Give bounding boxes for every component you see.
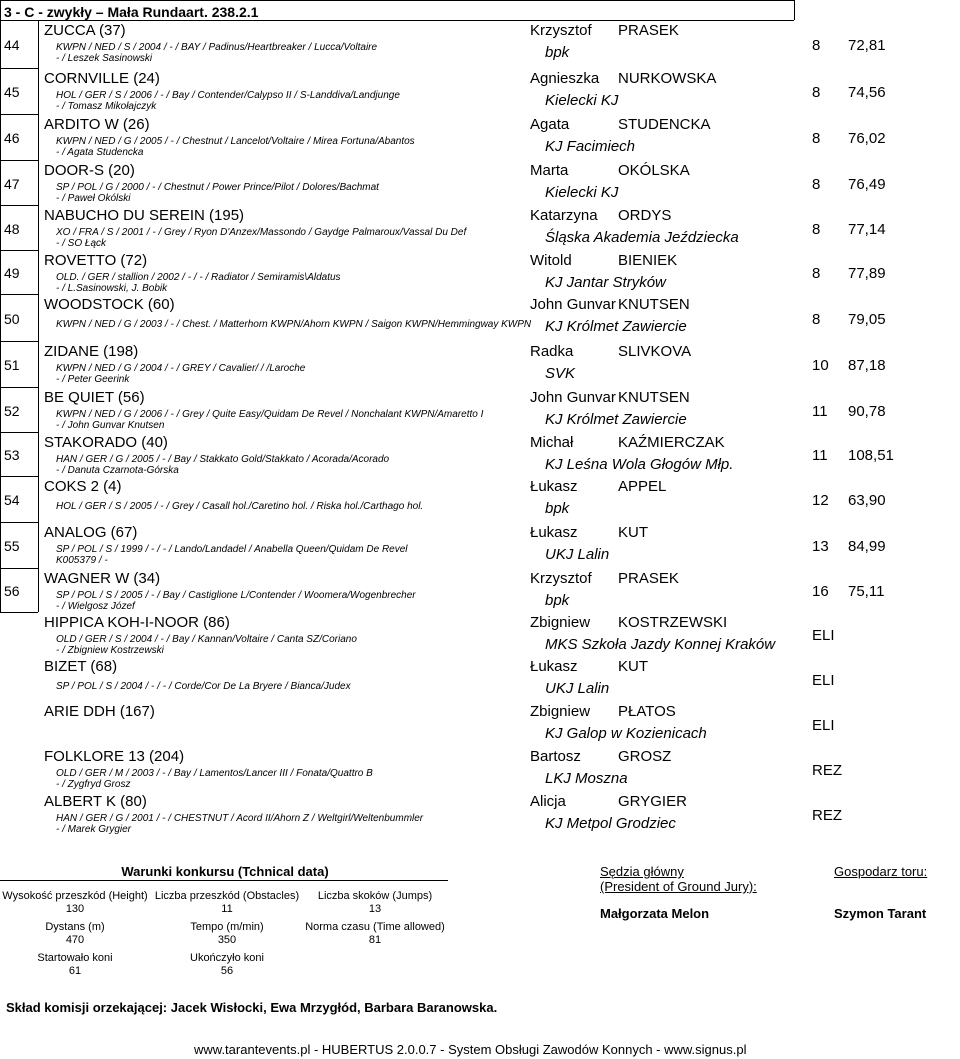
height-label: Wysokość przeszkód (Height) — [2, 890, 148, 902]
rider-first-name: Katarzyna — [530, 207, 598, 224]
result-row — [0, 524, 960, 570]
result-row — [0, 478, 960, 524]
rider-club: UKJ Lalin — [545, 680, 610, 697]
rider-first-name: Bartosz — [530, 748, 581, 765]
penalties: 8 — [812, 84, 821, 101]
row-number: 55 — [4, 538, 20, 554]
row-number: 48 — [4, 221, 20, 237]
conditions-title: Warunki konkursu (Tchnical data) — [121, 864, 329, 879]
time: 76,02 — [848, 130, 886, 147]
horse-name: ANALOG (67) — [44, 524, 138, 541]
rider-first-name: Krzysztof — [530, 22, 592, 39]
horse-name: CORNVILLE (24) — [44, 70, 160, 87]
rider-first-name: Łukasz — [530, 524, 578, 541]
rider-first-name: John Gunvar — [530, 389, 616, 406]
horse-owner: - / Paweł Okólski — [56, 193, 131, 204]
row-number: 46 — [4, 130, 20, 146]
tempo-label: Tempo (m/min) — [190, 921, 264, 933]
rider-club: KJ Facimiech — [545, 138, 636, 155]
row-divider — [0, 476, 38, 477]
horse-details: OLD / GER / S / 2004 / - / Bay / Kannan/Voltaire / Canta SZ/Coriano — [56, 634, 357, 645]
height-cell — [0, 890, 150, 916]
rider-first-name: John Gunvar — [530, 296, 616, 313]
horse-owner: K005379 / - — [56, 555, 108, 566]
row-divider — [0, 114, 38, 115]
horse-name: HIPPICA KOH-I-NOOR (86) — [44, 614, 230, 631]
result-row — [0, 296, 960, 343]
time-allowed-value: 81 — [368, 934, 382, 946]
horse-owner: - / L.Sasinowski, J. Bobik — [56, 283, 168, 294]
rider-last-name: KNUTSEN — [618, 296, 690, 313]
rider-club: bpk — [545, 44, 570, 61]
horse-details: SP / POL / S / 1999 / - / - / Lando/Landadel / Anabella Queen/Quidam De Revel — [56, 544, 408, 555]
rider-club: MKS Szkoła Jazdy Konnej Kraków — [545, 636, 776, 653]
time: 108,51 — [848, 447, 894, 464]
horse-details: HAN / GER / G / 2005 / - / Bay / Stakkato Gold/Stakkato / Acorada/Acorado — [56, 454, 390, 465]
horse-details: KWPN / NED / G / 2005 / - / Chestnut / Lancelot/Voltaire / Mirea Fortuna/Abantos — [56, 136, 415, 147]
row-divider — [0, 568, 38, 569]
judge-label — [600, 864, 757, 894]
horse-owner: - / Peter Geerink — [56, 374, 130, 385]
table-right-border — [794, 0, 795, 20]
rider-first-name: Agata — [530, 116, 570, 133]
rider-first-name: Agnieszka — [530, 70, 600, 87]
time: 87,18 — [848, 357, 886, 374]
row-number: 56 — [4, 583, 20, 599]
result-row — [0, 748, 960, 793]
rider-last-name: APPEL — [618, 478, 667, 495]
rider-club: Kielecki KJ — [545, 92, 619, 109]
result-row — [0, 252, 960, 296]
penalties: 11 — [812, 403, 828, 420]
tempo-value: 350 — [217, 934, 237, 946]
rider-first-name: Łukasz — [530, 658, 578, 675]
horse-owner: - / Tomasz Mikołajczyk — [56, 101, 157, 112]
table-top-border — [0, 0, 794, 1]
rider-last-name: KOSTRZEWSKI — [618, 614, 728, 631]
horse-owner: - / Zbigniew Kostrzewski — [56, 645, 164, 656]
rider-last-name: PŁATOS — [618, 703, 676, 720]
horse-owner: - / SO Łąck — [56, 238, 107, 249]
time: 84,99 — [848, 538, 886, 555]
rider-last-name: BIENIEK — [618, 252, 678, 269]
rider-first-name: Zbigniew — [530, 703, 591, 720]
rider-last-name: PRASEK — [618, 570, 679, 587]
result-row — [0, 570, 960, 614]
horse-details: KWPN / NED / G / 2004 / - / GREY / Cavalier/ / /Laroche — [56, 363, 306, 374]
jumps-label: Liczba skoków (Jumps) — [317, 890, 433, 902]
obstacles-value: 11 — [221, 903, 233, 915]
rider-club: bpk — [545, 592, 570, 609]
judge-label-line-2: (President of Ground Jury): — [600, 879, 757, 894]
penalties: 8 — [812, 176, 821, 193]
penalties: 10 — [812, 357, 829, 374]
result-row — [0, 614, 960, 658]
result-row — [0, 116, 960, 162]
penalties: 8 — [812, 130, 821, 147]
horse-name: BIZET (68) — [44, 658, 118, 675]
horse-name: DOOR-S (20) — [44, 162, 135, 179]
rider-last-name: STUDENCKA — [618, 116, 711, 133]
horse-name: WOODSTOCK (60) — [44, 296, 175, 313]
time: 72,81 — [848, 37, 886, 54]
rider-last-name: KNUTSEN — [618, 389, 690, 406]
penalties: REZ — [812, 762, 842, 779]
rider-club: Śląska Akademia Jeździecka — [545, 229, 739, 246]
started-value: 61 — [68, 965, 82, 977]
time: 74,56 — [848, 84, 886, 101]
rider-club: LKJ Moszna — [545, 770, 628, 787]
horse-details: SP / POL / G / 2000 / - / Chestnut / Power Prince/Pilot / Dolores/Bachmat — [56, 182, 379, 193]
row-divider — [0, 205, 38, 206]
row-divider — [0, 522, 38, 523]
horse-details: SP / POL / S / 2004 / - / - / Corde/Cor De La Bryere / Bianca/Judex — [56, 681, 351, 692]
row-number: 52 — [4, 403, 20, 419]
horse-name: ROVETTO (72) — [44, 252, 148, 269]
row-divider — [0, 68, 38, 69]
penalties: ELI — [812, 672, 835, 689]
penalties: REZ — [812, 807, 842, 824]
row-number: 54 — [4, 492, 20, 508]
distance-cell — [0, 921, 150, 947]
horse-name: ZIDANE (198) — [44, 343, 139, 360]
time: 75,11 — [848, 583, 885, 600]
horse-owner: - / Marek Grygier — [56, 824, 132, 835]
rider-club: KJ Metpol Grodziec — [545, 815, 676, 832]
rider-club: KJ Galop w Kozienicach — [545, 725, 707, 742]
jumps-cell — [300, 890, 450, 916]
result-row — [0, 70, 960, 116]
rider-last-name: ORDYS — [618, 207, 672, 224]
height-value: 130 — [65, 903, 85, 915]
horse-details: HOL / GER / S / 2006 / - / Bay / Contender/Calypso II / S-Landdiva/Landjunge — [56, 90, 400, 101]
horse-details: HOL / GER / S / 2005 / - / Grey / Casall hol./Caretino hol. / Riska hol./Carthago hol. — [56, 501, 424, 512]
distance-value: 470 — [65, 934, 85, 946]
rider-first-name: Alicja — [530, 793, 566, 810]
jumps-value: 13 — [368, 903, 382, 915]
horse-name: STAKORADO (40) — [44, 434, 168, 451]
rider-last-name: PRASEK — [618, 22, 679, 39]
horse-details: HAN / GER / G / 2001 / - / CHESTNUT / Acord II/Ahorn Z / Weltgirl/Weltenbummler — [56, 813, 424, 824]
horse-name: ARDITO W (26) — [44, 116, 150, 133]
rider-club: KJ Królmet Zawiercie — [545, 411, 687, 428]
horse-details: KWPN / NED / G / 2006 / - / Grey / Quite Easy/Quidam De Revel / Nonchalant KWPN/Amaretto I — [56, 409, 484, 420]
penalties: ELI — [812, 627, 835, 644]
finished-label: Ukończyło koni — [190, 952, 264, 964]
rider-first-name: Radka — [530, 343, 574, 360]
horse-owner: - / Agata Studencka — [56, 147, 144, 158]
time-allowed-label: Norma czasu (Time allowed) — [305, 921, 445, 933]
horse-owner: - / Danuta Czarnota-Górska — [56, 465, 179, 476]
table-header-border — [0, 20, 794, 21]
row-number: 47 — [4, 176, 20, 192]
tempo-cell — [152, 921, 302, 947]
horse-owner: - / Zygfryd Grosz — [56, 779, 131, 790]
horse-owner: - / Wielgosz Józef — [56, 601, 135, 612]
penalties: 11 — [812, 447, 828, 464]
horse-name: FOLKLORE 13 (204) — [44, 748, 185, 765]
row-number: 50 — [4, 311, 20, 327]
rider-club: KJ Królmet Zawiercie — [545, 318, 687, 335]
rider-last-name: GROSZ — [618, 748, 672, 765]
penalties: 16 — [812, 583, 829, 600]
obstacles-label: Liczba przeszkód (Obstacles) — [154, 890, 300, 902]
rider-last-name: KAŹMIERCZAK — [618, 434, 725, 451]
time: 63,90 — [848, 492, 886, 509]
result-row — [0, 434, 960, 478]
result-row — [0, 162, 960, 207]
row-divider — [0, 341, 38, 342]
result-row — [0, 22, 960, 70]
horse-name: WAGNER W (34) — [44, 570, 161, 587]
horse-name: ALBERT K (80) — [44, 793, 147, 810]
judge-label-line-1: Sędzia główny — [600, 864, 684, 879]
result-row — [0, 389, 960, 434]
horse-details: OLD. / GER / stallion / 2002 / - / - / Radiator / Semiramis\Aldatus — [56, 272, 341, 283]
finished-cell — [152, 952, 302, 978]
started-cell — [0, 952, 150, 978]
penalties: 12 — [812, 492, 829, 509]
time: 79,05 — [848, 311, 886, 328]
penalties: ELI — [812, 717, 835, 734]
row-number: 49 — [4, 265, 20, 281]
finished-value: 56 — [220, 965, 234, 977]
horse-details: OLD / GER / M / 2003 / - / Bay / Lamentos/Lancer III / Fonata/Quattro B — [56, 768, 373, 779]
row-divider — [0, 294, 38, 295]
rider-first-name: Zbigniew — [530, 614, 591, 631]
rider-club: KJ Jantar Stryków — [545, 274, 666, 291]
host-label: Gospodarz toru: — [834, 864, 928, 879]
rider-club: Kielecki KJ — [545, 184, 619, 201]
horse-name: BE QUIET (56) — [44, 389, 145, 406]
time: 90,78 — [848, 403, 886, 420]
horse-details: XO / FRA / S / 2001 / - / Grey / Ryon D'Anzex/Massondo / Gaydge Palmaroux/Vassal Du Def — [56, 227, 467, 238]
penalties: 13 — [812, 538, 829, 555]
row-divider — [0, 250, 38, 251]
time: 77,89 — [848, 265, 886, 282]
judge-name: Małgorzata Melon — [600, 906, 710, 921]
rider-last-name: OKÓLSKA — [618, 162, 690, 179]
rider-last-name: NURKOWSKA — [618, 70, 717, 87]
conditions-top-border — [0, 880, 448, 881]
time: 77,14 — [848, 221, 886, 238]
result-row — [0, 343, 960, 389]
horse-owner: - / Leszek Sasinowski — [56, 53, 153, 64]
time-allowed-cell — [300, 921, 450, 947]
horse-name: ARIE DDH (167) — [44, 703, 155, 720]
rider-club: bpk — [545, 500, 570, 517]
distance-label: Dystans (m) — [45, 921, 105, 933]
rider-last-name: GRYGIER — [618, 793, 687, 810]
started-label: Startowało koni — [37, 952, 113, 964]
time: 76,49 — [848, 176, 886, 193]
horse-details: SP / POL / S / 2005 / - / Bay / Castiglione L/Contender / Woomera/Wogenbrecher — [56, 590, 416, 601]
penalties: 8 — [812, 221, 821, 238]
row-number: 45 — [4, 84, 20, 100]
penalties: 8 — [812, 311, 821, 328]
rider-last-name: KUT — [618, 658, 648, 675]
horse-name: COKS 2 (4) — [44, 478, 122, 495]
rider-first-name: Michał — [530, 434, 574, 451]
footer-text: www.tarantevents.pl - HUBERTUS 2.0.0.7 - System Obsługi Zawodów Konnych - www.signus.pl — [194, 1042, 747, 1057]
penalties: 8 — [812, 265, 821, 282]
row-divider — [0, 432, 38, 433]
horse-details: KWPN / NED / S / 2004 / - / BAY / Padinus/Heartbreaker / Lucca/Voltaire — [56, 42, 378, 53]
result-row — [0, 703, 960, 748]
rider-club: UKJ Lalin — [545, 546, 610, 563]
rider-first-name: Łukasz — [530, 478, 578, 495]
row-number: 44 — [4, 37, 20, 53]
result-row — [0, 793, 960, 838]
horse-name: ZUCCA (37) — [44, 22, 126, 39]
rider-first-name: Witold — [530, 252, 572, 269]
obstacles-cell — [152, 890, 302, 916]
result-row — [0, 658, 960, 703]
rider-first-name: Marta — [530, 162, 569, 179]
rider-club: SVK — [545, 365, 576, 382]
row-divider — [0, 160, 38, 161]
horse-owner: - / John Gunvar Knutsen — [56, 420, 165, 431]
horse-details: KWPN / NED / G / 2003 / - / Chest. / Matterhorn KWPN/Ahorn KWPN / Saigon KWPN/Hemmingway KWPN — [56, 319, 532, 330]
host-name: Szymon Tarant — [834, 906, 927, 921]
row-number: 53 — [4, 447, 20, 463]
horse-name: NABUCHO DU SEREIN (195) — [44, 207, 245, 224]
competition-title: 3 - C - zwykły – Mała Rundaart. 238.2.1 — [4, 4, 259, 20]
rider-last-name: SLIVKOVA — [618, 343, 692, 360]
rider-first-name: Krzysztof — [530, 570, 592, 587]
rider-last-name: KUT — [618, 524, 648, 541]
row-number: 51 — [4, 357, 20, 373]
row-divider — [0, 387, 38, 388]
committee-text: Skład komisji orzekającej: Jacek Wisłocki, Ewa Mrzygłód, Barbara Baranowska. — [6, 1000, 498, 1015]
penalties: 8 — [812, 37, 821, 54]
rider-club: KJ Leśna Wola Głogów Młp. — [545, 456, 734, 473]
result-row — [0, 207, 960, 252]
